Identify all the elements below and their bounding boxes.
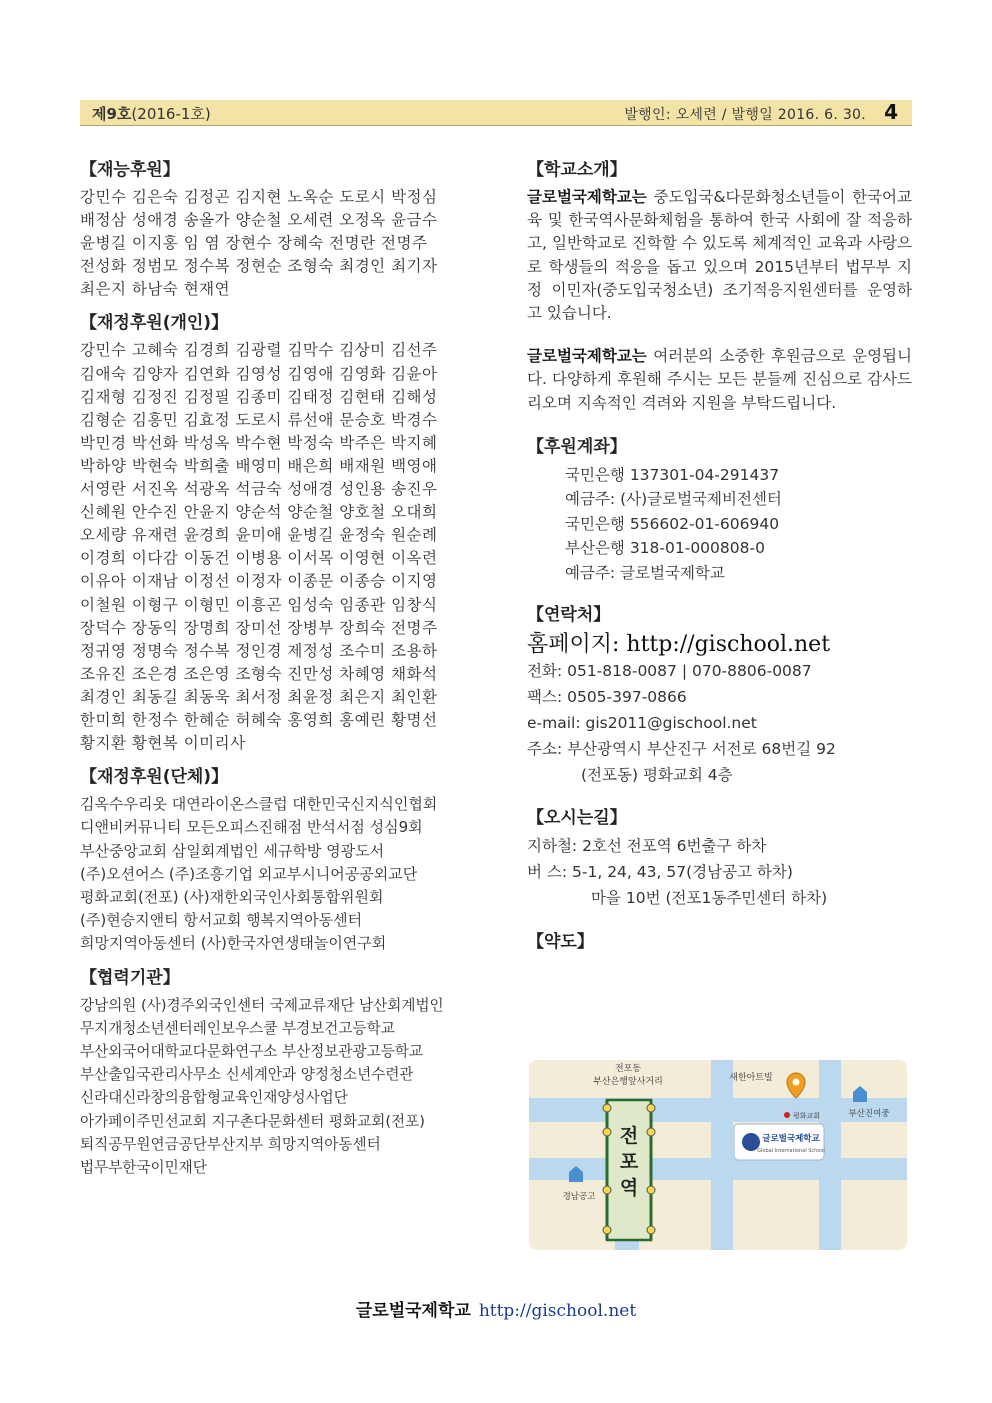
section-title: 【후원계좌】 bbox=[527, 436, 627, 457]
section-title: 【재정후원(개인)】 bbox=[80, 313, 229, 334]
name-line: 박민경 박선화 박성옥 박수현 박정숙 박주은 박지혜 bbox=[80, 433, 438, 452]
name-line: 김애숙 김양자 김연화 김영성 김영애 김영화 김윤아 bbox=[80, 364, 438, 383]
address-line-2: (전포동) 평화교회 4층 bbox=[581, 765, 733, 784]
org-line: 아가페이주민선교회 지구촌다문화센터 평화교회(전포) bbox=[80, 1112, 425, 1130]
org-line: 법무부한국이민재단 bbox=[80, 1159, 207, 1176]
partners-section bbox=[80, 966, 490, 1180]
map-label: 글로벌국제학교 bbox=[762, 1134, 820, 1144]
station-char: 전 bbox=[619, 1125, 639, 1147]
school-intro-section bbox=[527, 158, 912, 415]
name-line: 서영란 서진옥 석광옥 석금숙 성애경 성인용 송진우 bbox=[80, 480, 438, 499]
org-list bbox=[80, 793, 490, 955]
org-line: 부산출입국관리사무소 신세계안과 양정청소년수련관 bbox=[80, 1066, 414, 1084]
fax-line: 팩스: 0505-397-0866 bbox=[527, 688, 687, 707]
name-list bbox=[80, 186, 490, 301]
section-title: 【재능후원】 bbox=[80, 160, 180, 180]
directions-section bbox=[527, 806, 912, 911]
station-char: 포 bbox=[619, 1151, 639, 1173]
section-title: 【재정후원(단체)】 bbox=[80, 767, 229, 788]
org-line: 부산외국어대학교다문화연구소 부산정보관광고등학교 bbox=[80, 1042, 423, 1060]
station-char: 역 bbox=[619, 1177, 639, 1199]
name-line: 강민수 김은숙 김정곤 김지현 노옥순 도로시 박정심 bbox=[80, 188, 438, 206]
org-line: (주)현승지앤티 항서교회 행복지역아동센터 bbox=[80, 911, 363, 930]
section-title: 【약도】 bbox=[527, 931, 594, 952]
newsletter-header bbox=[80, 100, 912, 126]
map-drawing bbox=[529, 1060, 907, 1250]
map-label: 부산진여중 bbox=[848, 1109, 890, 1119]
org-line: 무지개청소년센터레인보우스쿨 부경보건고등학교 bbox=[80, 1019, 395, 1037]
homepage-link[interactable]: 홈페이지: http://gischool.net bbox=[527, 632, 831, 658]
account-line: 부산은행 318-01-000808-0 bbox=[565, 539, 765, 558]
school-building-icon bbox=[853, 1092, 867, 1102]
section-title: 【연락처】 bbox=[527, 605, 611, 626]
name-line: 정귀영 정명숙 정수복 정인경 제정성 조수미 조용하 bbox=[80, 641, 438, 660]
name-line: 전성화 정범모 정수복 정현순 조형숙 최경인 최기자 bbox=[80, 257, 438, 276]
name-list bbox=[80, 339, 490, 755]
map-label: 새한아트빌 bbox=[729, 1073, 773, 1083]
school-building-icon bbox=[569, 1172, 583, 1182]
account-line: 예금주: 글로벌국제학교 bbox=[565, 563, 725, 582]
name-line: 배정삼 성애경 송올가 양순철 오세련 오정옥 윤금수 bbox=[80, 211, 438, 230]
publisher-info: 발행인: 오세련 / 발행일 2016. 6. 30. bbox=[624, 107, 866, 123]
org-line: 부산중앙교회 삼일회계법인 세규학방 영광도서 bbox=[80, 841, 385, 860]
intro-paragraph: 글로벌국제학교는 중도입국&다문화청소년들이 한국어교육 및 한국역사문화체험을 통하여 한국 사회에 잘 적응하고, 일반학교로 진학할 수 있도록 체계적인 교육과 사랑으로 학생들의 적응을 돕고 있으며 2015년부터 법무부 지정 이민자(중도입국청소년) 조기적응지원센터를 운영하고 있습니다. bbox=[527, 188, 912, 323]
contact-section bbox=[527, 603, 912, 788]
account-section bbox=[527, 435, 912, 586]
account-list bbox=[565, 463, 912, 586]
org-line: 김옥수우리옷 대연라이온스클럽 대한민국신지식인협회 bbox=[80, 795, 438, 814]
road-vertical bbox=[711, 1060, 733, 1250]
phone-line: 전화: 051-818-0087 | 070-8806-0087 bbox=[527, 662, 812, 681]
name-line: 오세량 유재련 윤경희 윤미애 윤병길 윤정숙 원순례 bbox=[80, 526, 438, 545]
map-label: 전포동 bbox=[614, 1064, 642, 1074]
org-line: 희망지역아동센터 (사)한국자연생태놀이연구회 bbox=[80, 934, 387, 953]
map-section bbox=[527, 930, 912, 954]
subway-line: 지하철: 2호선 전포역 6번출구 하차 bbox=[527, 837, 767, 856]
org-line: 신라대신라창의융합형교육인재양성사업단 bbox=[80, 1089, 348, 1107]
contact-list bbox=[527, 659, 912, 788]
map-label: 평화교회 bbox=[793, 1112, 821, 1120]
org-line: 디앤비커뮤니티 모든오피스진해점 반석서점 성심9회 bbox=[80, 818, 423, 837]
village-bus-line: 마을 10번 (전포1동주민센터 하차) bbox=[591, 888, 828, 907]
directions-list bbox=[527, 834, 912, 911]
right-column bbox=[527, 158, 912, 964]
org-list bbox=[80, 994, 490, 1180]
footer-url-link[interactable]: http://gischool.net bbox=[478, 1301, 637, 1321]
support-paragraph: 글로벌국제학교는 여러분의 소중한 후원금으로 운영됩니다. 다양하게 후원해 주시는 모든 분들께 진심으로 감사드리오며 지속적인 격려와 지원을 부탁드립니다. bbox=[527, 347, 912, 412]
section-title: 【협력기관】 bbox=[80, 967, 180, 988]
email-line[interactable]: e-mail: gis2011@gischool.net bbox=[527, 713, 757, 732]
left-column bbox=[80, 158, 490, 1189]
name-line: 이철원 이형구 이형민 이흥곤 임성숙 임종관 임창식 bbox=[80, 595, 438, 614]
name-line: 최경인 최동길 최동욱 최서정 최윤정 최은지 최인환 bbox=[80, 687, 438, 706]
talent-section bbox=[80, 158, 490, 301]
section-title: 【오시는길】 bbox=[527, 808, 627, 829]
name-line: 윤병길 이지홍 임 염 장현수 장혜숙 전명란 전명주 bbox=[80, 234, 428, 253]
section-title: 【학교소개】 bbox=[527, 160, 627, 180]
name-line: 신혜원 안수진 안윤지 양순석 양순철 양호철 오대희 bbox=[80, 503, 438, 522]
org-line: 퇴직공무원연금공단부산지부 희망지역아동센터 bbox=[80, 1135, 381, 1153]
account-line: 예금주: (사)글로벌국제비전센터 bbox=[565, 490, 782, 509]
org-line: 평화교회(전포) (사)재한외국인사회통합위원회 bbox=[80, 887, 384, 906]
group-donors-section bbox=[80, 765, 490, 955]
issue-number: 제9호(2016-1호) bbox=[92, 105, 211, 123]
page-footer bbox=[0, 1296, 992, 1321]
address-line: 주소: 부산광역시 부산진구 서전로 68번길 92 bbox=[527, 739, 836, 758]
name-line: 이경희 이다감 이동건 이병용 이서목 이영현 이옥련 bbox=[80, 549, 438, 568]
map-label: 부산은행앞사거리 bbox=[593, 1077, 663, 1087]
name-line: 장덕수 장동익 장명희 장미선 장병부 장희숙 전명주 bbox=[80, 618, 438, 637]
name-line: 조유진 조은경 조은영 조형숙 진만성 차혜영 채화석 bbox=[80, 664, 438, 683]
name-line: 최은지 하남숙 현재연 bbox=[80, 280, 231, 299]
individual-donors-section bbox=[80, 311, 490, 755]
footer-school-name: 글로벌국제학교 bbox=[355, 1301, 471, 1321]
map-label: Global International School bbox=[757, 1148, 825, 1154]
name-line: 김형순 김홍민 김효정 도로시 류선애 문승호 박경수 bbox=[80, 410, 438, 429]
org-line: 강남의원 (사)경주외국인센터 국제교류재단 남산회계법인 bbox=[80, 996, 444, 1014]
name-line: 한미희 한정수 한혜순 허혜숙 홍영희 홍예린 황명선 bbox=[80, 710, 438, 729]
org-line: (주)오션어스 (주)조흥기업 외교부시니어공공외교단 bbox=[80, 864, 418, 883]
name-line: 김재형 김정진 김정필 김종미 김태정 김현태 김해성 bbox=[80, 387, 438, 406]
bus-line: 버 스: 5-1, 24, 43, 57(경남공고 하차) bbox=[527, 863, 793, 882]
name-line: 박하양 박현숙 박희출 배영미 배은희 배재원 백영애 bbox=[80, 456, 438, 475]
page-number: 4 bbox=[884, 100, 898, 124]
account-line: 국민은행 556602-01-606940 bbox=[565, 514, 780, 533]
name-line: 이유아 이재남 이정선 이정자 이종문 이종승 이지영 bbox=[80, 572, 438, 591]
account-line: 국민은행 137301-04-291437 bbox=[565, 465, 780, 484]
name-line: 황지환 황현복 이미리사 bbox=[80, 734, 246, 753]
location-map bbox=[529, 1060, 907, 1250]
name-line: 강민수 고혜숙 김경희 김광렬 김막수 김상미 김선주 bbox=[80, 341, 438, 360]
map-label: 경남공고 bbox=[562, 1192, 596, 1202]
